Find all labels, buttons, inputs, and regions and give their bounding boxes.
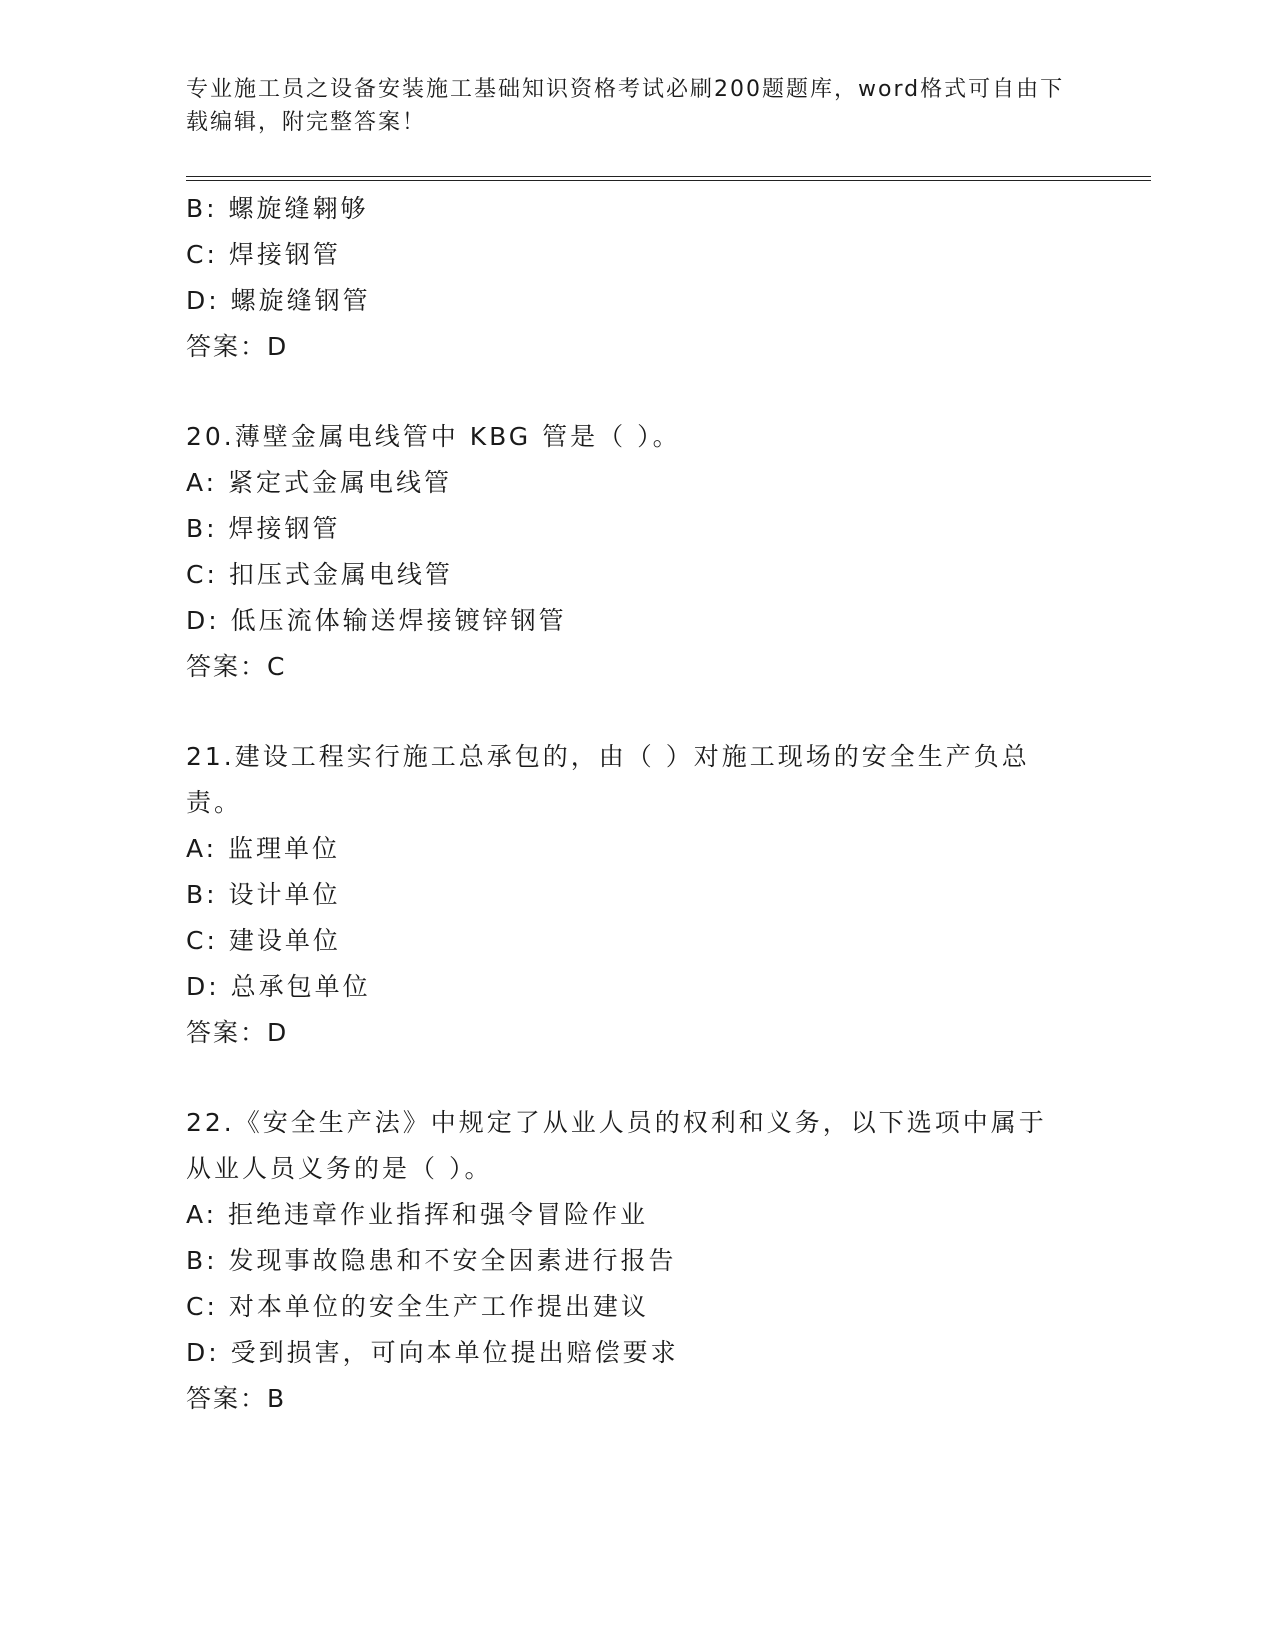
option-b: B: 发现事故隐患和不安全因素进行报告 [186, 1246, 677, 1275]
question-fragment [186, 186, 1086, 370]
document-header: 专业施工员之设备安装施工基础知识资格考试必刷200题题库，word格式可自由下载编辑，附完整答案！ [186, 77, 1065, 135]
answer-line: 答案：C [186, 652, 287, 681]
option-c: C: 焊接钢管 [186, 240, 341, 269]
option-b: B: 螺旋缝翱够 [186, 194, 369, 223]
option-c: C: 对本单位的安全生产工作提出建议 [186, 1292, 649, 1321]
question-20 [186, 414, 1086, 690]
question-22 [186, 1100, 1086, 1422]
option-a: A: 监理单位 [186, 834, 341, 863]
question-stem: 20.薄壁金属电线管中 KBG 管是（ ）。 [186, 422, 681, 451]
option-a: A: 紧定式金属电线管 [186, 468, 453, 497]
question-stem: 21.建设工程实行施工总承包的，由（ ）对施工现场的安全生产负总责。 [186, 742, 1030, 817]
option-c: C: 建设单位 [186, 926, 341, 955]
option-d: D: 总承包单位 [186, 972, 371, 1001]
answer-line: 答案：D [186, 1018, 289, 1047]
option-b: B: 设计单位 [186, 880, 341, 909]
answer-line: 答案：D [186, 332, 289, 361]
option-b: B: 焊接钢管 [186, 514, 341, 543]
option-a: A: 拒绝违章作业指挥和强令冒险作业 [186, 1200, 649, 1229]
question-21 [186, 734, 1086, 1056]
answer-line: 答案：B [186, 1384, 287, 1413]
option-d: D: 受到损害，可向本单位提出赔偿要求 [186, 1338, 679, 1367]
option-d: D: 低压流体输送焊接镀锌钢管 [186, 606, 567, 635]
header-divider [186, 176, 1151, 181]
option-c: C: 扣压式金属电线管 [186, 560, 453, 589]
question-stem: 22.《安全生产法》中规定了从业人员的权利和义务，以下选项中属于从业人员义务的是（ ）。 [186, 1108, 1047, 1183]
question-list [186, 186, 1086, 1422]
option-d: D: 螺旋缝钢管 [186, 286, 371, 315]
